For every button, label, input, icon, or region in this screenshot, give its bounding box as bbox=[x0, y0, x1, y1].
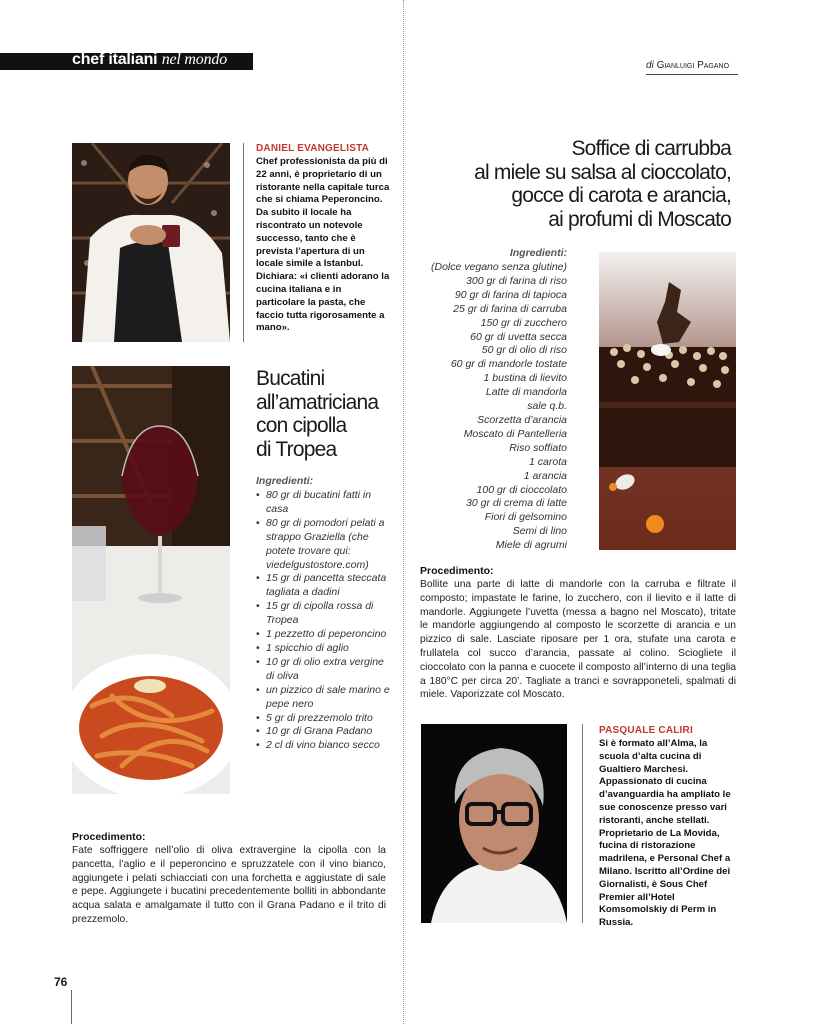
ingredient-item: Fiori di gelsomino bbox=[484, 511, 567, 524]
ingredient-item: • 2 cl di vino bianco secco bbox=[256, 739, 392, 753]
ingredient-item: 90 gr di farina di tapioca bbox=[454, 288, 567, 301]
ingredient-item: 1 carota bbox=[529, 455, 567, 468]
ingredient-item: 1 bustina di lievito bbox=[483, 372, 567, 385]
recipe-bucatini-procedure: Fate soffriggere nell’olio di oliva extravergine la cipolla con la pancetta, l’aglio e il peperoncino e spruzzatele con il vino bianco, aggiungete i pelati schiacciati con una forchetta e aggiustate di sale e pepe. Aggiungete i bucatini precedentemente bolliti in abbondante acqua salata e amalgamate il tutto con il Grana Padano e il trito di prezzemolo. bbox=[72, 845, 386, 925]
ingredient-item: Latte di mandorla bbox=[485, 386, 567, 399]
page-number-rule bbox=[71, 990, 72, 1024]
recipe-bucatini-title-line: con cipolla bbox=[256, 414, 347, 437]
ingredient-item: Riso soffiato bbox=[509, 441, 567, 454]
bio-rule-left bbox=[243, 143, 244, 342]
byline-rule bbox=[646, 74, 738, 75]
ingredient-item: 150 gr di zucchero bbox=[480, 316, 567, 329]
chef-evangelista-bio: Chef professionista da più di 22 anni, è proprietario di un ristorante nella capitale turca che si chiama Peperoncino. Da subito il locale ha riscontrato un notevole successo, tanto che è prevista l’apertura di un locale simile a Istanbul. Dichiara: «i clienti adorano la cucina italiana e in particolare la pasta, che faccio tutta rigorosamente a mano». bbox=[256, 156, 390, 334]
dessert-photo bbox=[599, 252, 736, 550]
ingredient-item: • 1 pezzetto di peperoncino bbox=[256, 628, 392, 642]
recipe-bucatini-title bbox=[256, 367, 401, 461]
ingredient-item: 60 gr di uvetta secca bbox=[470, 330, 567, 343]
chef-caliri-photo bbox=[421, 724, 567, 923]
chef-evangelista-photo bbox=[72, 143, 230, 342]
ingredient-item: 50 gr di olio di riso bbox=[481, 344, 567, 357]
ingredient-item: 25 gr di farina di carruba bbox=[453, 302, 567, 315]
ingredient-item: • 15 gr di cipolla rossa di Tropea bbox=[256, 600, 392, 628]
recipe-bucatini-title-line: di Tropea bbox=[256, 437, 337, 461]
recipe-bucatini-ingredients-label: Ingredienti: bbox=[256, 475, 314, 487]
recipe-soffice-title-line: gocce di carota e arancia, bbox=[511, 184, 731, 207]
recipe-bucatini-ingredients bbox=[256, 489, 392, 753]
recipe-soffice-title bbox=[420, 137, 731, 231]
recipe-bucatini-title-line: all’amatriciana bbox=[256, 390, 379, 414]
ingredient-item: • 15 gr di pancetta steccata tagliata a dadini bbox=[256, 572, 392, 600]
ingredient-item: 100 gr di cioccolato bbox=[476, 483, 567, 496]
recipe-soffice-ingredients bbox=[420, 261, 567, 553]
byline bbox=[646, 60, 729, 71]
ingredient-item: • 80 gr di pomodori pelati a strappo Graziella (che potete trovare qui: viedelgustostore.com) bbox=[256, 517, 392, 573]
chef-evangelista-name: DANIEL EVANGELISTA bbox=[256, 143, 370, 154]
ingredient-item: sale q.b. bbox=[527, 400, 567, 413]
chef-caliri-name: PASQUALE CALIRI bbox=[599, 725, 693, 736]
byline-prefix: di bbox=[646, 60, 654, 71]
ingredient-item: 60 gr di mandorle tostate bbox=[450, 358, 567, 371]
recipe-soffice-ingredients-label: Ingredienti: bbox=[509, 247, 567, 259]
recipe-soffice-title-line: Soffice di carrubba bbox=[571, 137, 731, 160]
recipe-soffice-procedure-label: Procedimento: bbox=[420, 565, 494, 577]
ingredient-item: • 80 gr di bucatini fatti in casa bbox=[256, 489, 392, 517]
ingredient-item: • 5 gr di prezzemolo trito bbox=[256, 712, 392, 726]
ingredient-item: Semi di lino bbox=[512, 525, 567, 538]
ingredient-item: • un pizzico di sale marino e pepe nero bbox=[256, 684, 392, 712]
recipe-soffice-procedure: Bollite una parte di latte di mandorle con la carruba e filtrate il composto; impastate le farine, lo zucchero, con il lievito e il latte di mandorle. Aggiungete l’uvetta (messa a bagno nel Moscato), tritate le mandorle aggiungendo al composto le scorzette di arancia e un pizzico di sale. Lasciate riposare per 1 ora, stufate una carota e frullatela col succo d’arancia, passate al colino. Sciogliete il cioccolato con la panna e cuocete il composto all’interno di una teglia a 180°C per circa 20’. Tagliate a tranci e sovrapponeteli, spalmati di miele. Vaporizzate col Moscato. bbox=[420, 579, 736, 701]
page-number: 76 bbox=[54, 975, 68, 989]
bio-rule-right bbox=[582, 724, 583, 923]
ingredient-item: • 10 gr di Grana Padano bbox=[256, 725, 392, 739]
ingredient-item: • 1 spicchio di aglio bbox=[256, 642, 392, 656]
chef-caliri-bio: Si è formato all’Alma, la scuola d’alta cucina di Gualtiero Marchesi. Appassionato di cucina d’avanguardia ha ampliato le sue conoscenze presso vari ristoranti, anche stellati. Proprietario de La Movida, fucina di ristorazione madrilena, e Personal Chef a Milano. Iscritto all’Ordine dei Giornalisti, è Sous Chef Premier all’Hotel Komsomolskiy di Perm in Russia. bbox=[599, 738, 731, 929]
recipe-bucatini-procedure-label: Procedimento: bbox=[72, 831, 146, 843]
recipe-bucatini-title-line: Bucatini bbox=[256, 367, 325, 390]
recipe-soffice-title-line: al miele su salsa al cioccolato, bbox=[474, 160, 731, 184]
ingredient-item: • 10 gr di olio extra vergine di oliva bbox=[256, 656, 392, 684]
ingredient-item: Scorzetta d’arancia bbox=[477, 413, 567, 426]
ingredient-item: 1 arancia bbox=[523, 469, 567, 482]
ingredient-item: Moscato di Pantelleria bbox=[463, 427, 567, 440]
bucatini-photo bbox=[72, 366, 230, 794]
section-title bbox=[72, 51, 227, 69]
ingredient-item: 300 gr di farina di riso bbox=[466, 274, 567, 287]
ingredient-item: Miele di agrumi bbox=[495, 539, 567, 552]
section-title-italic: nel mondo bbox=[161, 51, 227, 68]
column-divider bbox=[403, 0, 404, 1024]
ingredient-item: (Dolce vegano senza glutine) bbox=[431, 261, 567, 273]
byline-author: Gianluigi Pagano bbox=[656, 60, 730, 71]
section-title-bold: chef italiani bbox=[72, 51, 158, 68]
ingredient-item: 30 gr di crema di latte bbox=[466, 497, 567, 510]
recipe-soffice-title-line: ai profumi di Moscato bbox=[548, 207, 731, 231]
